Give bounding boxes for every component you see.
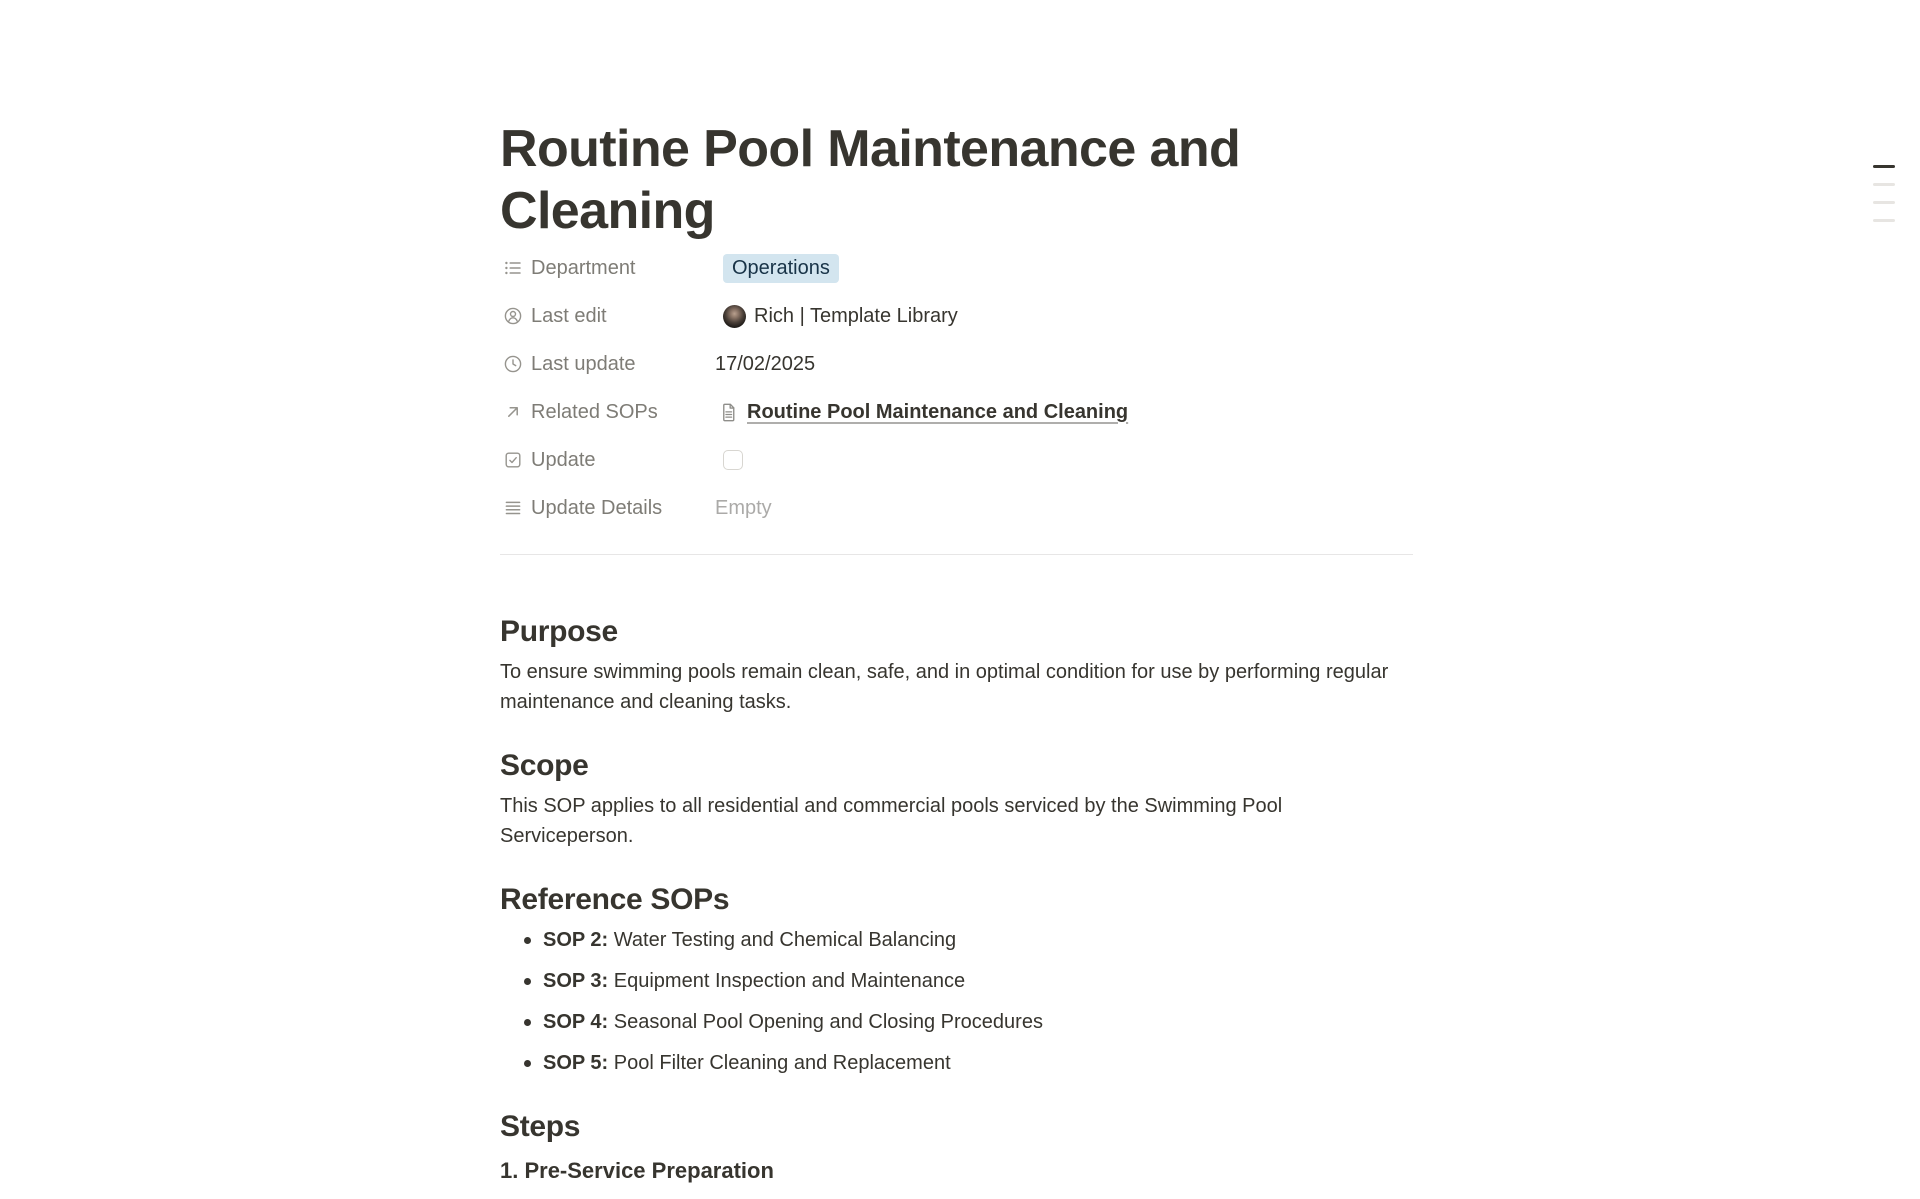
sop-prefix: SOP 5: (543, 1052, 609, 1074)
property-value-last-edit[interactable] (715, 301, 958, 331)
section-heading-steps: Steps (500, 1110, 581, 1143)
property-value-update-details[interactable] (715, 493, 772, 523)
clock-icon (503, 354, 523, 374)
empty-placeholder: Empty (715, 496, 772, 519)
sop-text: Equipment Inspection and Maintenance (608, 970, 966, 992)
related-sop-link[interactable]: Routine Pool Maintenance and Cleaning (747, 400, 1129, 423)
list-item (500, 1007, 1413, 1037)
property-label-text: Related SOPs (531, 400, 658, 423)
property-label-text: Last update (531, 352, 636, 375)
update-checkbox[interactable] (723, 450, 743, 470)
reference-sops-list (500, 925, 1413, 1078)
property-value-department[interactable] (715, 253, 839, 283)
department-tag[interactable]: Operations (723, 254, 839, 283)
table-of-contents-indicator (1873, 165, 1895, 237)
property-label-last-update[interactable] (500, 353, 715, 376)
document-icon (718, 402, 739, 423)
property-label-text: Update Details (531, 496, 663, 519)
toc-entry-bar[interactable] (1873, 165, 1895, 168)
sop-text: Water Testing and Chemical Balancing (608, 929, 957, 951)
sop-text: Pool Filter Cleaning and Replacement (608, 1052, 951, 1074)
sop-prefix: SOP 2: (543, 929, 609, 951)
list-item (500, 925, 1413, 955)
list-item (500, 1048, 1413, 1078)
step-1-heading: 1. Pre-Service Preparation (500, 1158, 774, 1183)
toc-entry-bar[interactable] (1873, 219, 1895, 222)
section-heading-purpose: Purpose (500, 615, 618, 648)
property-value-update (715, 445, 743, 475)
property-value-related-sops (715, 397, 1128, 427)
property-label-text: Last edit (531, 304, 607, 327)
divider (500, 554, 1413, 555)
text-icon (503, 498, 523, 518)
properties-table (500, 244, 1413, 532)
toc-entry-bar[interactable] (1873, 201, 1895, 204)
section-heading-reference-sops: Reference SOPs (500, 883, 730, 916)
sop-prefix: SOP 4: (543, 1011, 609, 1033)
property-row-update-details (500, 484, 1413, 532)
property-label-update-details[interactable] (500, 497, 715, 520)
page-title[interactable]: Routine Pool Maintenance and Cleaning (500, 120, 1241, 240)
property-row-department (500, 244, 1413, 292)
checkbox-icon (503, 450, 523, 470)
property-row-update (500, 436, 1413, 484)
page-content (500, 0, 1413, 1186)
property-row-related-sops (500, 388, 1413, 436)
list-item (500, 966, 1413, 996)
bulleted-list-icon (503, 258, 523, 278)
property-value-last-update[interactable] (715, 349, 815, 379)
person-name: Rich | Template Library (754, 304, 958, 327)
purpose-paragraph: To ensure swimming pools remain clean, safe, and in optimal condition for use by performing regular maintenance and cleaning tasks. (500, 661, 1389, 713)
arrow-up-right-icon (503, 402, 523, 422)
property-label-related-sops[interactable] (500, 401, 715, 424)
property-label-text: Update (531, 448, 596, 471)
person-icon (503, 306, 523, 326)
property-row-last-edit (500, 292, 1413, 340)
scope-paragraph: This SOP applies to all residential and commercial pools serviced by the Swimming Pool Serviceperson. (500, 795, 1283, 847)
avatar (723, 305, 746, 328)
date-value: 17/02/2025 (715, 352, 816, 375)
property-label-department[interactable] (500, 257, 715, 280)
toc-entry-bar[interactable] (1873, 183, 1895, 186)
property-label-last-edit[interactable] (500, 305, 715, 328)
property-label-update[interactable] (500, 449, 715, 472)
property-row-last-update (500, 340, 1413, 388)
sop-prefix: SOP 3: (543, 970, 609, 992)
sop-text: Seasonal Pool Opening and Closing Procedures (608, 1011, 1043, 1033)
property-label-text: Department (531, 256, 636, 279)
section-heading-scope: Scope (500, 749, 589, 782)
